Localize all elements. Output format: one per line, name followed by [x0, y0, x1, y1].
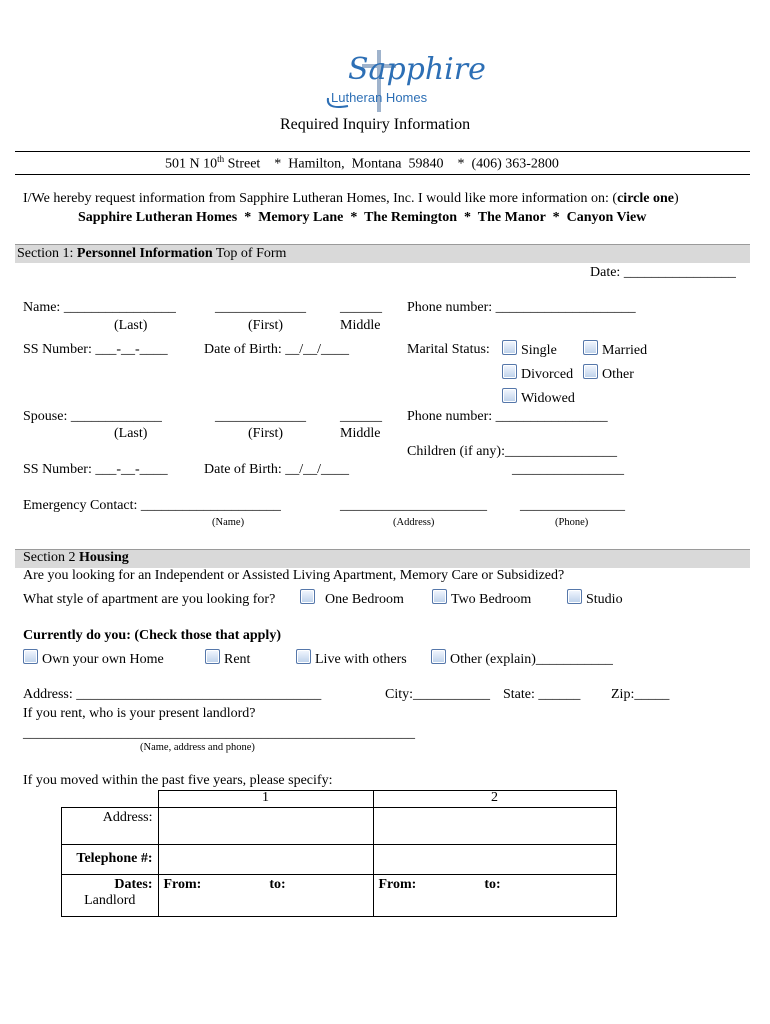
spouse-last-field[interactable]: Spouse: _____________	[23, 409, 162, 424]
table-address-label: Address:	[62, 808, 159, 845]
question-living: Are you looking for an Independent or Assisted Living Apartment, Memory Care or Subsidized?	[23, 568, 565, 583]
table-telephone-label: Telephone #:	[62, 845, 159, 875]
spouse-dob-field[interactable]: Date of Birth: __/__/____	[204, 462, 350, 477]
studio-label: Studio	[586, 592, 623, 607]
table-dates-1[interactable]	[158, 875, 373, 917]
last-label: (Last)	[114, 318, 148, 333]
own-home-label: Own your own Home	[42, 652, 164, 667]
emergency-address-label: (Address)	[393, 517, 435, 528]
studio-checkbox[interactable]	[567, 589, 623, 608]
from-label-2: From:	[378, 877, 417, 892]
checkbox-icon	[296, 649, 311, 664]
landlord-label: (Name, address and phone)	[140, 742, 255, 753]
date-field[interactable]: Date: ________________	[590, 265, 736, 280]
section1-title	[17, 246, 286, 262]
table-telephone-1[interactable]	[158, 845, 373, 875]
name-middle-field[interactable]: ______	[340, 300, 382, 315]
intro-sentence: I/We hereby request information from Sapphire Lutheran Homes, Inc. I would like more information on: (	[23, 191, 618, 206]
table-col2-header: 2	[373, 791, 616, 808]
section1-prefix: Section 1:	[17, 246, 77, 261]
intro-close: )	[673, 191, 679, 206]
intro-options[interactable]: Sapphire Lutheran Homes * Memory Lane * The Remington * The Manor * Canyon View	[78, 210, 647, 225]
dob-field[interactable]: Date of Birth: __/__/____	[204, 342, 350, 357]
logo-sub: Lutheran Homes	[331, 90, 428, 105]
address-sup: th	[217, 154, 225, 164]
married-checkbox[interactable]	[583, 340, 647, 359]
emergency-phone-field[interactable]: _______________	[520, 498, 625, 513]
table-corner	[62, 791, 159, 808]
checkbox-icon	[583, 340, 598, 355]
first-label: (First)	[248, 318, 283, 333]
checkbox-icon	[205, 649, 220, 664]
previous-addresses-table	[61, 790, 617, 917]
section2-bold: Housing	[79, 550, 129, 565]
header-rule-top	[15, 151, 750, 152]
other-explain-checkbox[interactable]	[431, 649, 613, 668]
two-bedroom-label: Two Bedroom	[451, 592, 532, 607]
address-rest: Street * Hamilton, Montana 59840 * (406) 363-2800	[224, 156, 559, 172]
to-label-2: to:	[484, 877, 501, 892]
name-first-field[interactable]: _____________	[215, 300, 306, 315]
landlord-row-label: Landlord	[84, 893, 136, 908]
other-marital-checkbox[interactable]	[583, 364, 634, 383]
checkbox-icon	[583, 364, 598, 379]
widowed-checkbox[interactable]	[502, 388, 575, 407]
state-field[interactable]: State: ______	[503, 687, 581, 702]
table-dates-2[interactable]	[373, 875, 616, 917]
divorced-label: Divorced	[521, 367, 574, 382]
header-address	[165, 154, 559, 173]
section1-suffix: Top of Form	[212, 246, 287, 261]
landlord-field[interactable]: ________________________________________________________	[23, 726, 415, 741]
city-field[interactable]: City:___________	[385, 687, 491, 702]
checkbox-icon	[432, 589, 447, 604]
dates-label: Dates:	[114, 877, 153, 892]
spouse-ss-field[interactable]: SS Number: ___-__-____	[23, 462, 168, 477]
table-address-1[interactable]	[158, 808, 373, 845]
spouse-phone-field[interactable]: Phone number: ________________	[407, 409, 608, 424]
checkbox-icon	[502, 388, 517, 403]
other-label: Other	[602, 367, 634, 382]
own-home-checkbox[interactable]	[23, 649, 164, 668]
emergency-address-field[interactable]: _____________________	[340, 498, 487, 513]
checkbox-icon	[23, 649, 38, 664]
two-bedroom-checkbox[interactable]	[432, 589, 531, 608]
spouse-first-label: (First)	[248, 426, 283, 441]
checkbox-icon	[431, 649, 446, 664]
single-label: Single	[521, 343, 557, 358]
from-label-1: From:	[163, 877, 202, 892]
section2-prefix: Section 2	[23, 550, 79, 565]
emergency-name-field[interactable]: Emergency Contact: ____________________	[23, 498, 281, 513]
checkbox-icon	[300, 589, 315, 604]
single-checkbox[interactable]	[502, 340, 557, 359]
checkbox-icon	[502, 340, 517, 355]
rent-label: Rent	[224, 652, 251, 667]
spouse-middle-field[interactable]: ______	[340, 409, 382, 424]
header-rule-bottom	[15, 174, 750, 175]
table-address-2[interactable]	[373, 808, 616, 845]
emergency-name-label: (Name)	[212, 517, 245, 528]
intro-text	[23, 191, 679, 207]
checkbox-icon	[567, 589, 582, 604]
live-with-others-label: Live with others	[315, 652, 407, 667]
name-last-field[interactable]: Name: ________________	[23, 300, 176, 315]
address-field[interactable]: Address: ___________________________________	[23, 687, 322, 702]
spouse-first-field[interactable]: _____________	[215, 409, 306, 424]
children-field[interactable]: Children (if any):________________	[407, 444, 617, 459]
address-number: 501 N 10	[165, 156, 218, 172]
married-label: Married	[602, 343, 648, 358]
intro-circle-one: circle one	[617, 191, 674, 206]
logo-script: Sapphire	[348, 52, 486, 87]
zip-field[interactable]: Zip:_____	[611, 687, 670, 702]
marital-label: Marital Status:	[407, 342, 490, 357]
question-style: What style of apartment are you looking for?	[23, 592, 276, 607]
widowed-label: Widowed	[521, 391, 575, 406]
children-field-2[interactable]: ________________	[512, 462, 624, 477]
one-bedroom-label: One Bedroom	[325, 592, 404, 607]
one-bedroom-checkbox[interactable]	[300, 589, 404, 608]
landlord-question: If you rent, who is your present landlord?	[23, 706, 256, 721]
table-telephone-2[interactable]	[373, 845, 616, 875]
rent-checkbox[interactable]	[205, 649, 250, 668]
section1-bold: Personnel Information	[76, 246, 213, 261]
checkbox-icon	[502, 364, 517, 379]
middle-label: Middle	[340, 318, 381, 333]
ss-field[interactable]: SS Number: ___-__-____	[23, 342, 168, 357]
section2-title	[23, 550, 129, 566]
to-label-1: to:	[269, 877, 286, 892]
page-title: Required Inquiry Information	[280, 116, 471, 133]
emergency-phone-label: (Phone)	[555, 517, 589, 528]
phone-field[interactable]: Phone number: ____________________	[407, 300, 636, 315]
moved-question: If you moved within the past five years, please specify:	[23, 773, 333, 788]
other-explain-label: Other (explain)___________	[450, 652, 613, 667]
currently-heading: Currently do you: (Check those that apply)	[23, 628, 281, 643]
table-col1-header: 1	[158, 791, 373, 808]
divorced-checkbox[interactable]	[502, 364, 573, 383]
spouse-last-label: (Last)	[114, 426, 148, 441]
live-with-others-checkbox[interactable]	[296, 649, 407, 668]
spouse-middle-label: Middle	[340, 426, 381, 441]
table-dates-label	[62, 875, 159, 917]
